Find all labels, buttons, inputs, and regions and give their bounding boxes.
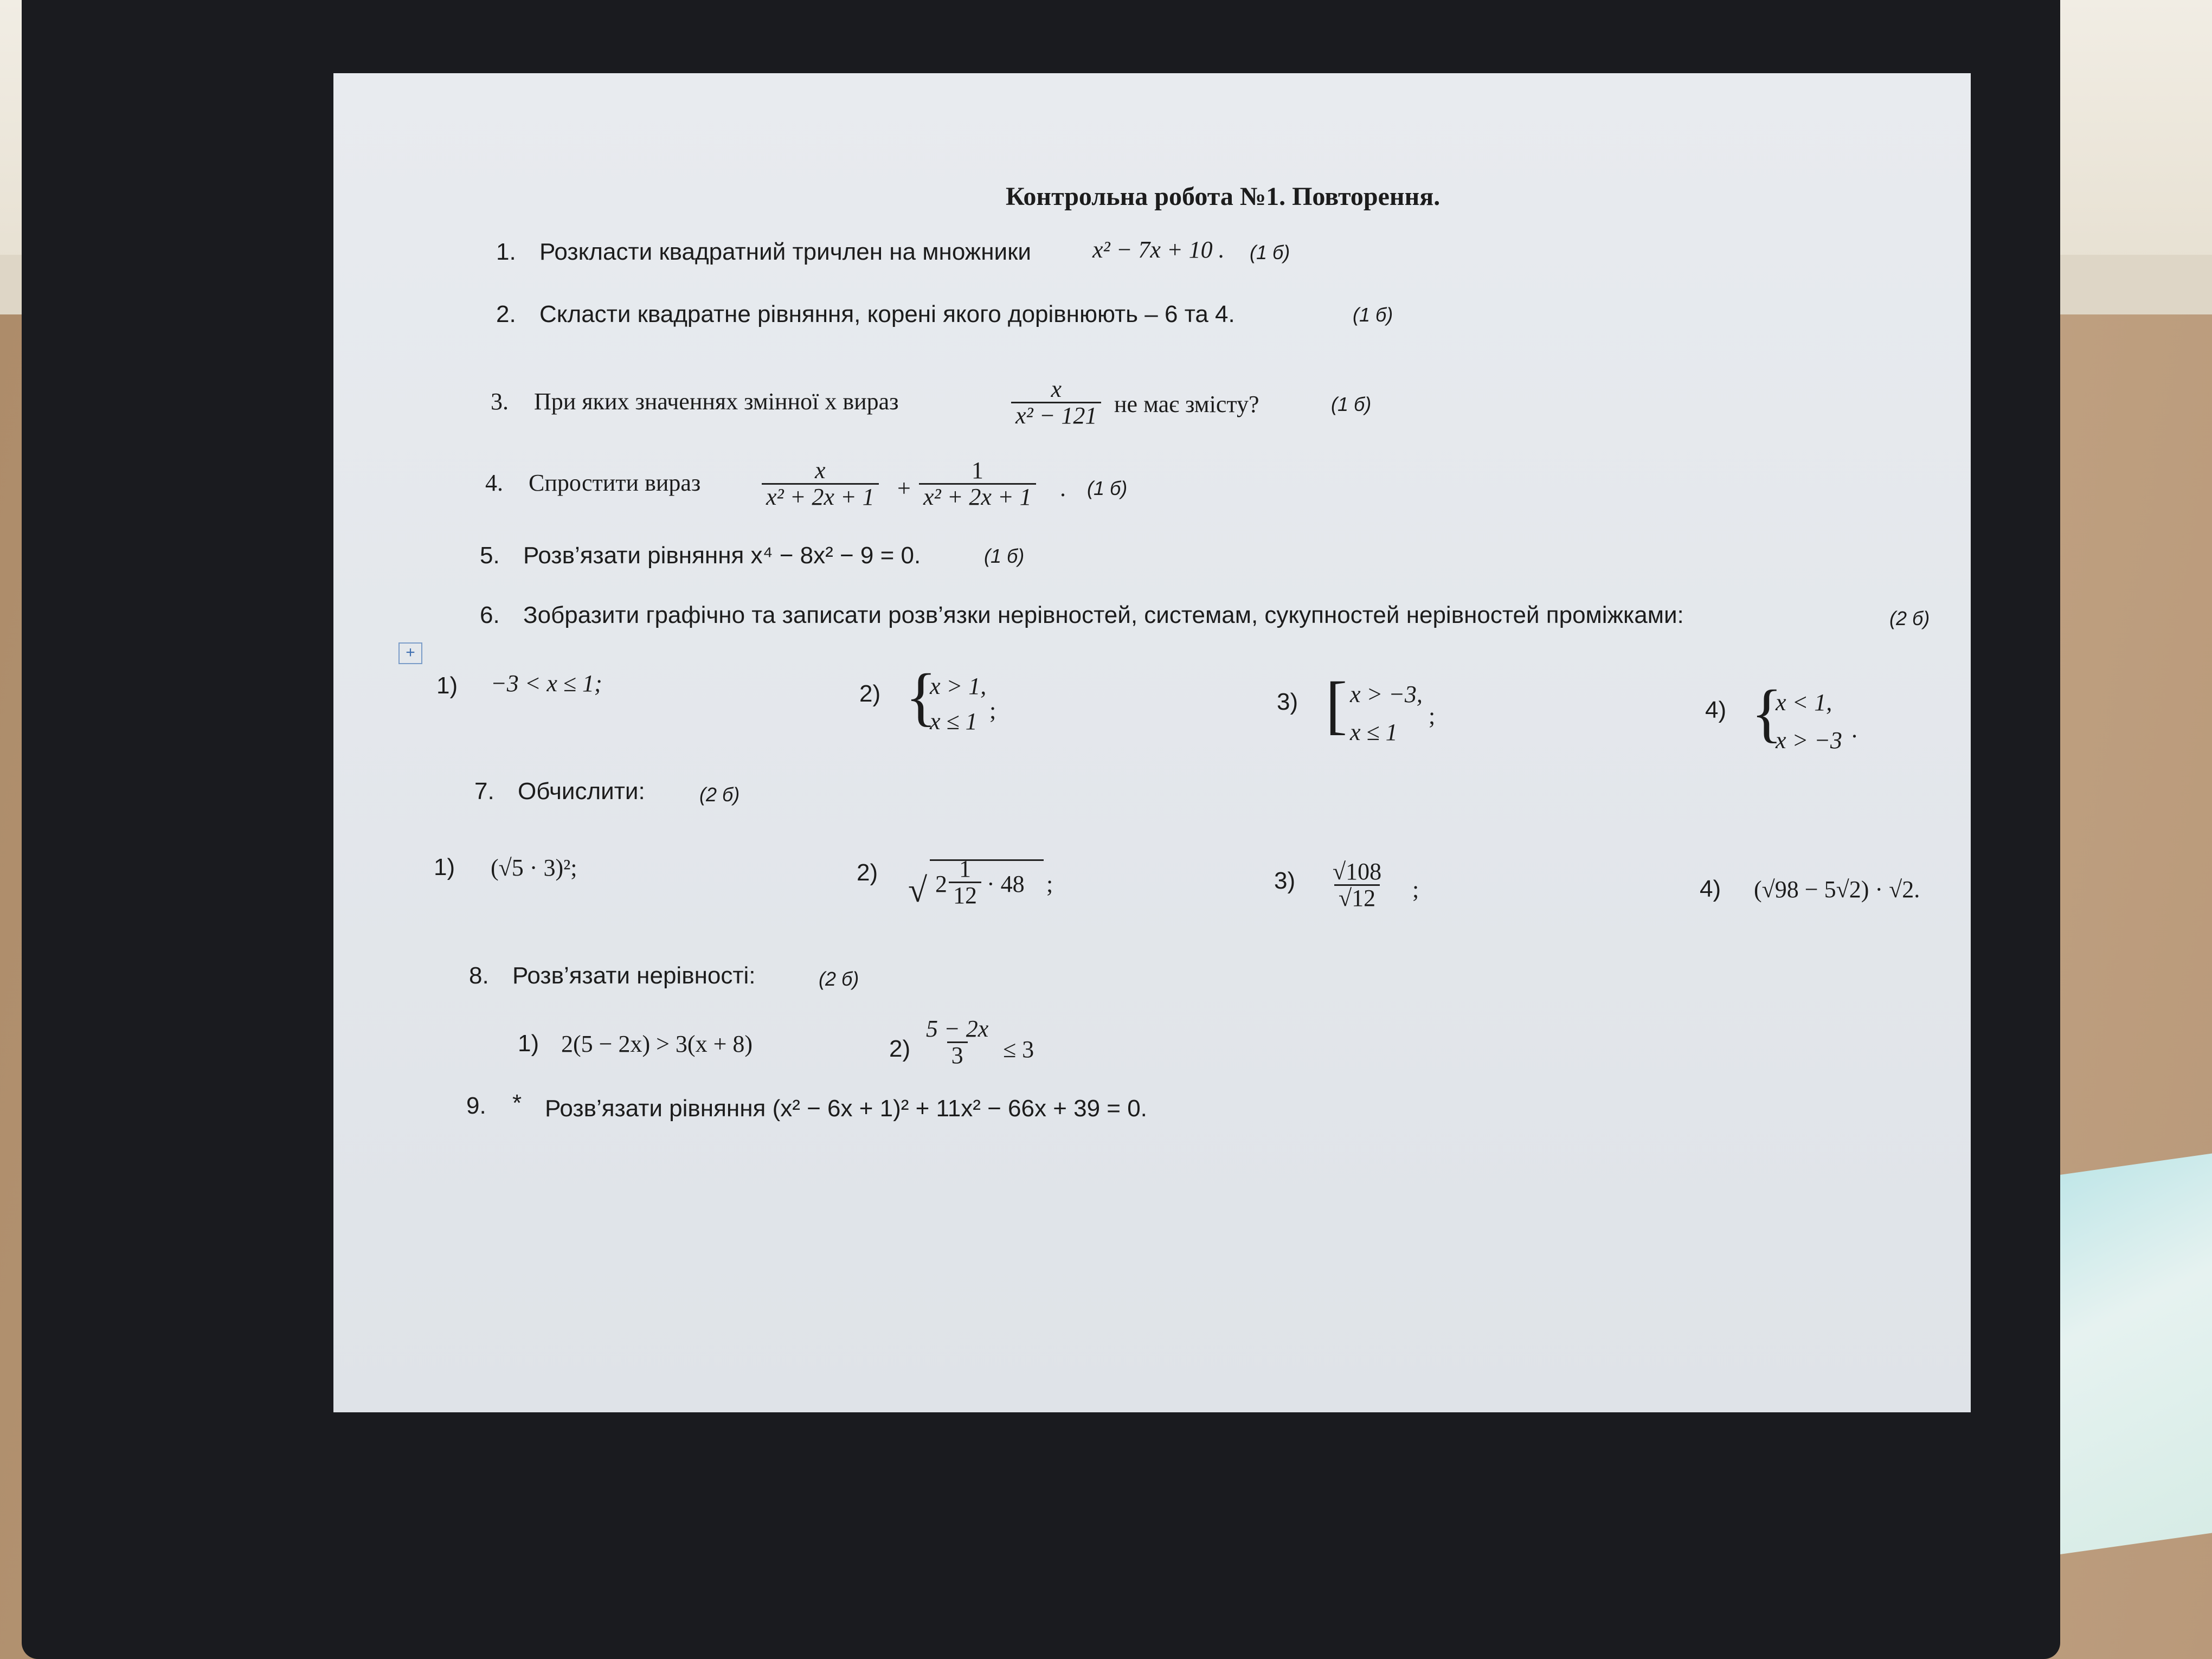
q1-number: 1. [496, 239, 516, 265]
q8-number: 8. [469, 962, 489, 989]
q6-item2-line2: x ≤ 1 [930, 708, 978, 735]
q3-frac-den: x² − 121 [1011, 402, 1101, 428]
q6-item1-expr: −3 < x ≤ 1; [491, 670, 602, 697]
q6-item3-number: 3) [1277, 689, 1298, 715]
q4-f1-den: x² + 2x + 1 [762, 483, 879, 510]
q4-text: Спростити вираз [529, 470, 701, 496]
q6-item3-bracket: [ [1326, 668, 1347, 741]
q9-star: * [512, 1090, 522, 1116]
q7-item2-end: ; [1046, 871, 1053, 897]
q7-item2-fraction [949, 857, 981, 908]
q8-item1-number: 1) [518, 1030, 539, 1057]
q6-text: Зобразити графічно та записати розв’язки нерівностей, системам, сукупностей нерівностей проміжками: [523, 602, 1684, 628]
q4-end: . [1060, 475, 1066, 501]
screen [333, 73, 1971, 1412]
q7-item1-number: 1) [434, 854, 455, 880]
q7-item2-whole: 2 [935, 871, 947, 897]
monitor-bezel [22, 0, 2060, 1659]
table-move-handle-icon[interactable]: + [398, 642, 422, 664]
q4-f1-num: x [815, 457, 826, 484]
q4-points: (1 б) [1087, 477, 1128, 499]
q6-item4-line2: x > −3 [1776, 727, 1842, 754]
q1-points: (1 б) [1250, 241, 1290, 263]
q4-f2-den: x² + 2x + 1 [919, 483, 1036, 510]
q8-item1-expr: 2(5 − 2x) > 3(x + 8) [561, 1031, 753, 1057]
q7-item3-frac-num: √108 [1333, 858, 1382, 885]
q8-item2-number: 2) [889, 1036, 911, 1062]
q8-item2-fraction [922, 1017, 993, 1068]
cyan-object [2039, 1154, 2212, 1558]
q6-item4-end: . [1851, 716, 1857, 743]
q7-item2-radical-icon: √ [908, 871, 928, 909]
q6-item3-line1: x > −3, [1350, 681, 1423, 708]
q6-item1-number: 1) [436, 672, 458, 699]
q7-item3-fraction [1328, 859, 1386, 911]
q3-text: При яких значеннях змінної x вираз [534, 388, 899, 415]
q8-text: Розв’язати нерівності: [512, 962, 756, 989]
page-title: Контрольна робота №1. Повторення. [1006, 182, 1441, 211]
document-page [333, 73, 1971, 1412]
q6-item4-brace: { [1751, 677, 1783, 749]
q2-text: Скласти квадратне рівняння, корені якого дорівнюють – 6 та 4. [539, 301, 1235, 327]
q3-points: (1 б) [1331, 393, 1372, 415]
q1-expr: x² − 7x + 10 . [1092, 236, 1225, 263]
q7-item3-frac-den: √12 [1334, 884, 1380, 911]
q6-number: 6. [480, 602, 500, 628]
q7-item2-frac-den: 12 [949, 882, 981, 908]
q4-fraction-2 [919, 458, 1036, 510]
q4-fraction-1 [762, 458, 879, 510]
q8-item2-frac-den: 3 [947, 1041, 968, 1068]
q8-points: (2 б) [819, 968, 859, 990]
q9-number: 9. [466, 1092, 486, 1119]
q7-item1-expr: (√5 · 3)²; [491, 854, 577, 881]
q3-tail: не має змісту? [1114, 391, 1259, 417]
q6-item3-end: ; [1429, 703, 1436, 729]
q5-points: (1 б) [984, 545, 1025, 567]
q6-item2-line1: x > 1, [930, 673, 987, 699]
q3-fraction [1011, 377, 1101, 428]
q3-frac-num: x [1051, 376, 1062, 402]
q3-number: 3. [491, 388, 509, 415]
q6-item3-line2: x ≤ 1 [1350, 719, 1398, 745]
q7-number: 7. [474, 778, 494, 805]
q7-item3-number: 3) [1274, 867, 1296, 894]
q7-item4-expr: (√98 − 5√2) · √2. [1754, 876, 1920, 903]
q6-item4-number: 4) [1705, 697, 1727, 723]
q6-points: (2 б) [1889, 607, 1930, 629]
q6-item4-line1: x < 1, [1776, 689, 1832, 716]
q7-text: Обчислити: [518, 778, 645, 805]
q7-item2-number: 2) [857, 859, 878, 886]
q5-number: 5. [480, 542, 500, 569]
q2-points: (1 б) [1353, 304, 1393, 326]
q7-item2-frac-num: 1 [959, 856, 971, 882]
q4-number: 4. [485, 470, 503, 496]
q8-item2-frac-num: 5 − 2x [926, 1015, 989, 1042]
q6-item2-brace: { [905, 660, 937, 732]
q7-points: (2 б) [699, 783, 740, 806]
q7-item4-number: 4) [1700, 876, 1721, 902]
q6-item2-number: 2) [859, 680, 881, 707]
q5-text: Розв’язати рівняння x⁴ − 8x² − 9 = 0. [523, 542, 921, 569]
q1-text: Розкласти квадратний тричлен на множники [539, 239, 1031, 265]
q8-item2-tail: ≤ 3 [1003, 1036, 1034, 1063]
q4-operator: + [897, 475, 911, 501]
q6-item2-end: ; [989, 697, 996, 724]
q2-number: 2. [496, 301, 516, 327]
q9-text: Розв’язати рівняння (x² − 6x + 1)² + 11x² − 66x + 39 = 0. [545, 1095, 1147, 1122]
q7-item3-end: ; [1412, 876, 1419, 903]
q4-f2-num: 1 [971, 457, 983, 484]
q7-item2-tail: · 48 [987, 871, 1025, 897]
